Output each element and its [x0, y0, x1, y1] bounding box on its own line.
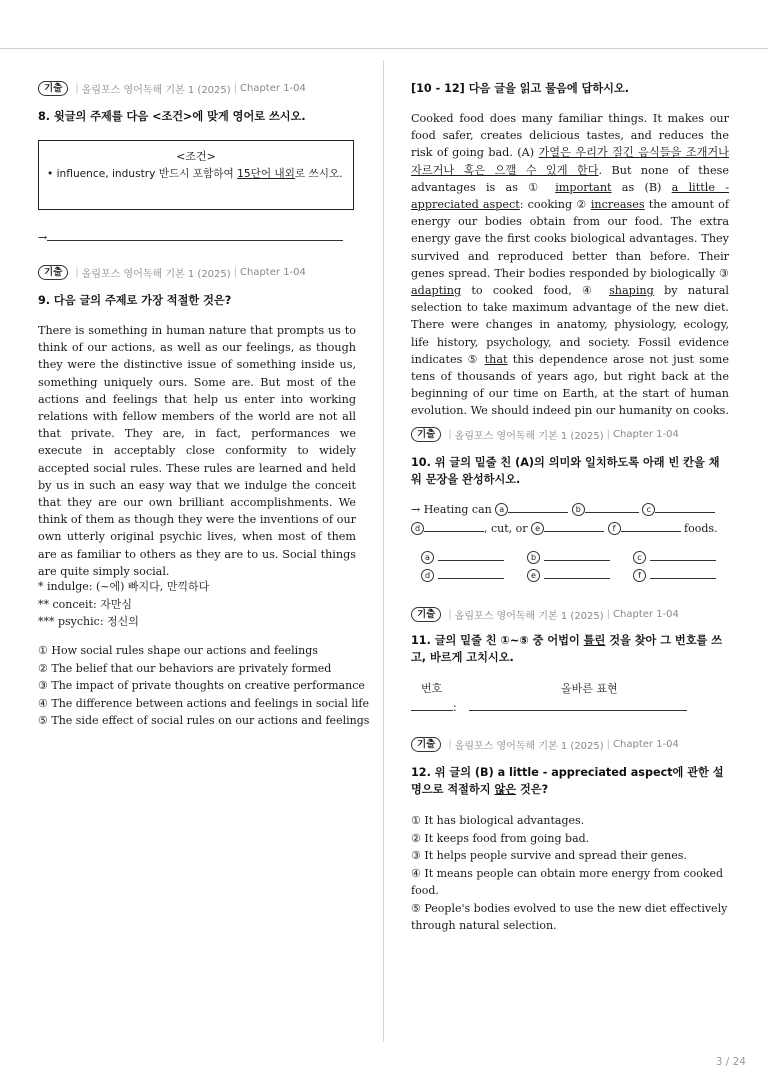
source-chapter: Chapter 1-04 — [240, 266, 306, 278]
source-badge: 기출 — [38, 265, 68, 280]
q12-options — [411, 812, 729, 935]
condition-title: <조건> — [176, 150, 216, 163]
option-5[interactable]: ⑤ The side effect of social rules on our actions and feelings — [38, 714, 370, 727]
source-badge: 기출 — [411, 737, 441, 752]
q11-answer-table — [411, 680, 729, 716]
answer-c[interactable]: c — [633, 548, 716, 564]
condition-text: • influence, industry 반드시 포함하여 15단어 내외로 쓰시오. — [47, 168, 343, 180]
source-chapter: Chapter 1-04 — [613, 738, 679, 750]
note: ** conceit: 자만심 — [38, 597, 133, 611]
option-4[interactable]: ④ The difference between actions and feelings in social life — [38, 696, 369, 710]
source-line-q11: 기출 | 올림포스 영어독해 기본 1 (2025) | Chapter 1-04 — [411, 606, 679, 622]
q11-title: 11. 글의 밑줄 친 ①~⑤ 중 어법이 틀린 것을 찾아 그 번호를 쓰고, 바르게 고치시오. — [411, 634, 723, 664]
source-badge: 기출 — [411, 607, 441, 622]
source-chapter: Chapter 1-04 — [613, 608, 679, 620]
source-book: 올림포스 영어독해 기본 1 (2025) — [81, 268, 231, 280]
answer-e[interactable]: e — [527, 566, 610, 582]
option-4[interactable]: ④ It means people can obtain more energy from cooked food. — [411, 866, 724, 897]
option-3[interactable]: ③ It helps people survive and spread their genes. — [411, 849, 687, 862]
source-line-q10: 기출 | 올림포스 영어독해 기본 1 (2025) | Chapter 1-04 — [411, 426, 679, 442]
source-book: 올림포스 영어독해 기본 1 (2025) — [454, 610, 604, 622]
option-1[interactable]: ① It has biological advantages. — [411, 814, 585, 827]
arrow: → — [38, 231, 48, 244]
source-book: 올림포스 영어독해 기본 1 (2025) — [454, 740, 604, 752]
source-line-q9: 기출 | 올림포스 영어독해 기본 1 (2025) | Chapter 1-04 — [38, 264, 306, 280]
source-badge: 기출 — [38, 81, 68, 96]
underline-a: 가열은 우리가 질긴 음식들을 조개거나 자르거나 혹은 으깰 수 있게 한다 — [411, 146, 729, 177]
answer-d[interactable]: d — [421, 566, 504, 582]
answer-f[interactable]: f — [633, 566, 716, 582]
q10-sentence: → Heating can a b c d , cut, or e f foods. — [411, 500, 729, 537]
q9-options — [38, 642, 370, 730]
q9-title: 9. 다음 글의 주제로 가장 적절한 것은? — [38, 294, 232, 307]
q8-answer-line[interactable] — [38, 228, 343, 244]
q10-answer-grid — [411, 548, 729, 584]
q12-title: 12. 위 글의 (B) a little - appreciated aspect에 관한 설명으로 적절하지 않은 것은? — [411, 766, 724, 796]
q9-notes — [38, 578, 356, 631]
correct-blank[interactable] — [469, 698, 687, 714]
option-2[interactable]: ② The belief that our behaviors are privately formed — [38, 661, 332, 675]
source-book: 올림포스 영어독해 기본 1 (2025) — [454, 430, 604, 442]
set-passage: Cooked food does many familiar things. It makes our food safer, creates delicious tastes, and reduces the risk of going bad. (A) 가열은 우리가 질긴 음식들을 조개거나 자르거나 혹은 으깰 수 있게 한다. But none of these advantages is as ① important as (B) a little - appreciated aspect: cooking ② increases the amount of energy our bodies obtain from our food. The extra energy gave the first cooks biological advantages. They survived and reproduced better than before. Their genes spread. Their bodies responded by biologically ③ adapting to cooked food, ④ shaping by natural selection to take maximum advantage of the new diet. There were changes in anatomy, physiology, ecology, life history, psychology, and society. Fossil evidence indicates ⑤ that this dependence arose not just some tens of thousands of years ago, but right back at the beginning of our time on Earth, at the start of human evolution. We should indeed pin our humanity on cooks. — [411, 112, 729, 418]
source-book: 올림포스 영어독해 기본 1 (2025) — [81, 84, 231, 96]
option-1[interactable]: ① How social rules shape our actions and feelings — [38, 644, 318, 657]
col-correct: 올바른 표현 — [561, 682, 618, 695]
set-header: [10 - 12] 다음 글을 읽고 물음에 답하시오. — [411, 82, 630, 95]
answer-b[interactable]: b — [527, 548, 610, 564]
note: *** psychic: 정신의 — [38, 615, 139, 628]
header-rule — [0, 48, 768, 49]
q8-title: 8. 윗글의 주제를 다음 <조건>에 맞게 영어로 쓰시오. — [38, 110, 306, 123]
number-blank[interactable]: : — [411, 698, 457, 714]
source-line-q8: 기출 | 올림포스 영어독해 기본 1 (2025) | Chapter 1-04 — [38, 80, 306, 96]
page-number: 3 / 24 — [715, 1056, 746, 1068]
option-3[interactable]: ③ The impact of private thoughts on creative performance — [38, 679, 365, 692]
option-5[interactable]: ⑤ People's bodies evolved to use the new diet effectively through natural selection. — [411, 901, 728, 932]
q10-title: 10. 위 글의 밑줄 친 (A)의 의미와 일치하도록 아래 빈 칸을 채워 문장을 완성하시오. — [411, 456, 720, 486]
source-badge: 기출 — [411, 427, 441, 442]
answer-a[interactable]: a — [421, 548, 504, 564]
col-number: 번호 — [421, 682, 443, 695]
source-line-q12: 기출 | 올림포스 영어독해 기본 1 (2025) | Chapter 1-04 — [411, 736, 679, 752]
source-chapter: Chapter 1-04 — [613, 428, 679, 440]
note: * indulge: (~에) 빠지다, 만끽하다 — [38, 580, 210, 593]
column-divider — [383, 60, 384, 1042]
q8-condition-box — [38, 140, 354, 210]
q9-passage: There is something in human nature that prompts us to think of our actions, as well as our feelings, as though they were the distinctive issue of something inside us, something uniquely ours. Some are. But most of the actions and feelings that help us enter into working relations with fellow members of the world are not all that private. They are, in fact, performances we execute in acceptably close conformity to widely accepted social rules. These rules are learned and held by us in such an easy way that we indulge the conceit that they are our own brilliant accomplishments. We think of them as though they were the inventions of our own utterly original psychic lives, when most of them are as familiar to others as they are to us. Social things are quite simply social. — [38, 324, 356, 578]
underline-b: a little - appreciated aspect — [411, 180, 729, 212]
source-chapter: Chapter 1-04 — [240, 82, 306, 94]
option-2[interactable]: ② It keeps food from going bad. — [411, 831, 590, 845]
